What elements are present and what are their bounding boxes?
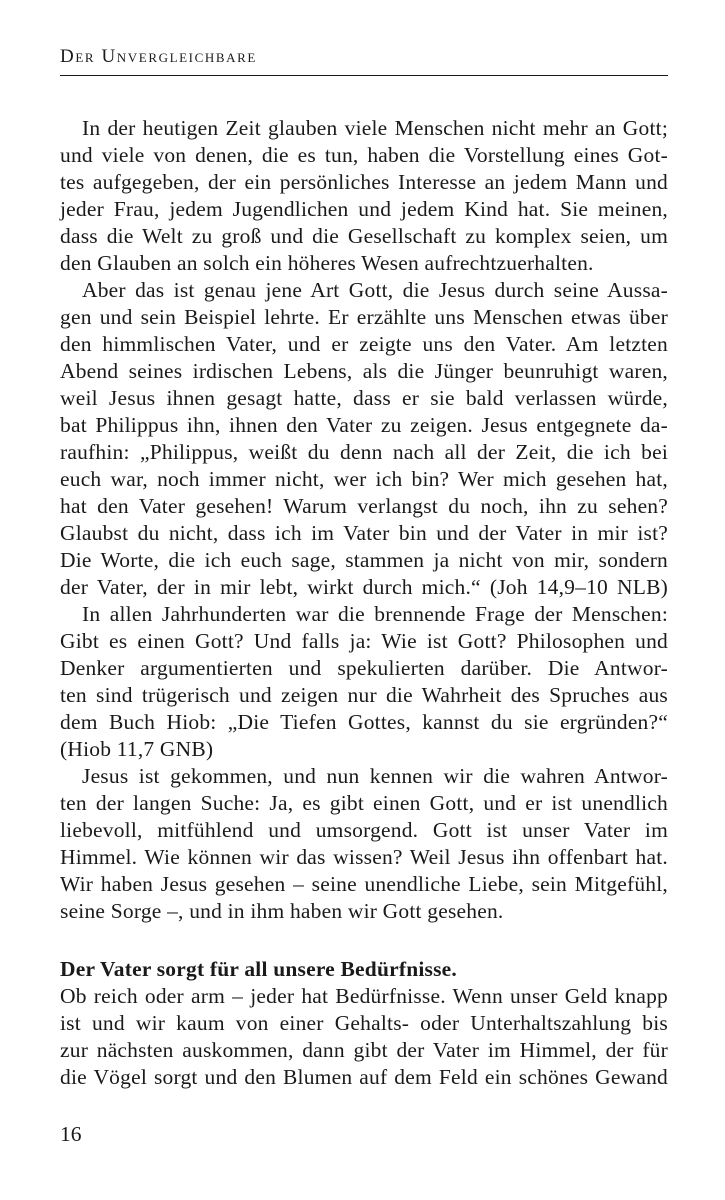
text-line: weil Jesus ihnen gesagt hatte, dass er sie bald verlassen würde, [60,386,668,410]
text-line: gen und sein Beispiel lehrte. Er erzählte uns Menschen etwas über [60,305,668,329]
text-line: Glaubst du nicht, dass ich im Vater bin und der Vater in mir ist? [60,521,668,545]
header-rule [60,75,668,76]
text-line: Aber das ist genau jene Art Gott, die Jesus durch seine Aussa- [82,278,668,302]
text-line: raufhin: „Philippus, weißt du denn nach all der Zeit, die ich bei [60,440,668,464]
text-line: Abend seines irdischen Lebens, als die Jünger beunruhigt waren, [60,359,668,383]
text-line: Die Worte, die ich euch sage, stammen ja nicht von mir, sondern [60,548,668,572]
text-line: bat Philippus ihn, ihnen den Vater zu zeigen. Jesus entgegnete da- [60,413,668,437]
body-text [60,115,668,1091]
text-line: die Vögel sorgt und den Blumen auf dem Feld ein schönes Gewand [60,1065,668,1089]
text-line: Gibt es einen Gott? Und falls ja: Wie ist Gott? Philosophen und [60,629,668,653]
text-line: tes aufgegeben, der ein persönliches Interesse an jedem Mann und [60,170,668,194]
text-line: dass die Welt zu groß und die Gesellschaft zu komplex seien, um [60,224,668,248]
text-line: In der heutigen Zeit glauben viele Menschen nicht mehr an Gott; [82,116,668,140]
text-line: (Hiob 11,7 GNB) [60,737,214,761]
paragraph [60,983,668,1091]
text-line: seine Sorge –, und in ihm haben wir Gott gesehen. [60,899,504,923]
text-line: der Vater, der in mir lebt, wirkt durch mich.“ (Joh 14,9–10 NLB) [60,575,668,599]
section-heading: Der Vater sorgt für all unsere Bedürfnisse. [60,957,457,981]
paragraph [60,277,668,601]
text-line: Wir haben Jesus gesehen – seine unendliche Liebe, sein Mitgefühl, [60,872,668,896]
text-line: den Glauben an solch ein höheres Wesen aufrechtzuerhalten. [60,251,594,275]
text-line: zur nächsten auskommen, dann gibt der Vater im Himmel, der für [60,1038,668,1062]
paragraph [60,763,668,925]
text-line: Denker argumentierten und spekulierten darüber. Die Antwor- [60,656,668,680]
text-line: Himmel. Wie können wir das wissen? Weil Jesus ihn offenbart hat. [60,845,668,869]
text-line: Ob reich oder arm – jeder hat Bedürfnisse. Wenn unser Geld knapp [60,984,668,1008]
text-line: Jesus ist gekommen, und nun kennen wir die wahren Antwor- [82,764,668,788]
text-line: und viele von denen, die es tun, haben die Vorstellung eines Got- [60,143,668,167]
page-number: 16 [60,1122,82,1146]
text-line: euch war, noch immer nicht, wer ich bin? Wer mich gesehen hat, [60,467,668,491]
paragraph [60,601,668,763]
text-line: liebevoll, mitfühlend und umsorgend. Gott ist unser Vater im [60,818,668,842]
text-line: ist und wir kaum von einer Gehalts- oder Unterhaltszahlung bis [60,1011,668,1035]
text-line: den himmlischen Vater, und er zeigte uns den Vater. Am letzten [60,332,668,356]
running-head: Der Unvergleichbare [60,46,257,67]
text-line: ten sind trügerisch und zeigen nur die Wahrheit des Spruches aus [60,683,668,707]
text-line: ten der langen Suche: Ja, es gibt einen Gott, und er ist unendlich [60,791,668,815]
text-line: hat den Vater gesehen! Warum verlangst du noch, ihn zu sehen? [60,494,668,518]
text-line: In allen Jahrhunderten war die brennende Frage der Menschen: [82,602,668,626]
paragraph [60,115,668,277]
text-line: dem Buch Hiob: „Die Tiefen Gottes, kannst du sie ergründen?“ [60,710,668,734]
text-line: jeder Frau, jedem Jugendlichen und jedem Kind hat. Sie meinen, [60,197,668,221]
